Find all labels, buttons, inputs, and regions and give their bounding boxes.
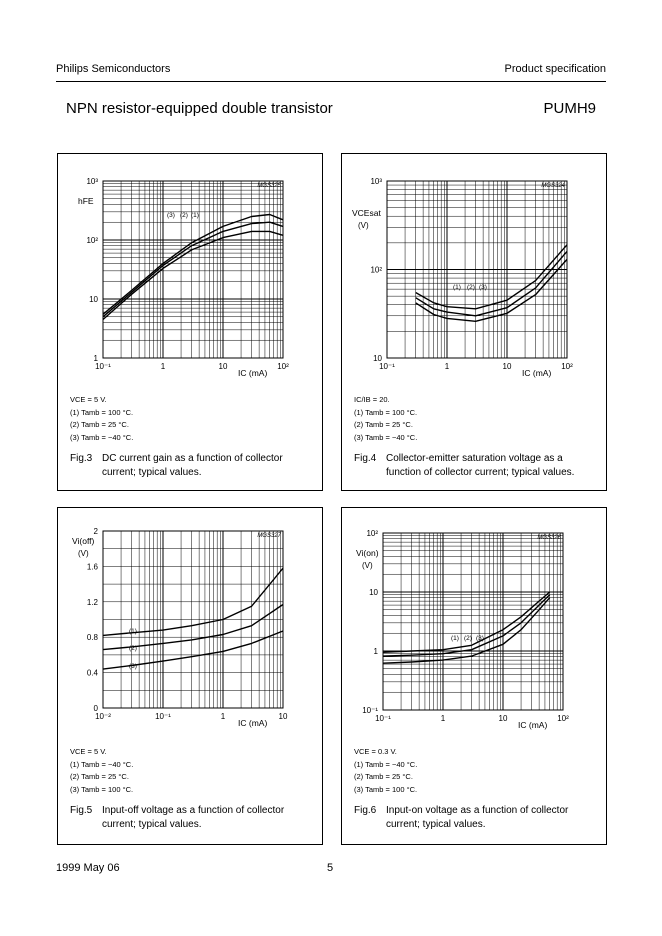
figure-caption-text: Collector-emitter saturation voltage as a function of collector current; typical values.: [386, 453, 575, 478]
figure-5-conditions: [70, 746, 133, 796]
figure-number: Fig.6: [354, 805, 377, 816]
x-tick-label: 10: [218, 362, 228, 371]
curve-label: (3): [479, 284, 487, 291]
condition-line: VCE = 5 V.: [70, 395, 107, 404]
figure-code: MGS324: [541, 183, 565, 189]
plot-frame: [103, 181, 283, 358]
plot-frame: [383, 533, 563, 710]
curve-label: (1): [451, 635, 459, 642]
figure-code: MGS327: [257, 533, 281, 539]
figure-caption-text: Input-off voltage as a function of collector current; typical values.: [102, 805, 285, 830]
grid: [387, 181, 567, 358]
figure-code: MGS326: [537, 535, 561, 541]
x-tick-label: 10²: [557, 714, 569, 723]
y-tick-label: 10: [369, 588, 378, 597]
figure-number: Fig.5: [70, 805, 93, 816]
figure-caption-text: Input-on voltage as a function of collector current; typical values.: [386, 805, 569, 830]
series-line: [416, 251, 567, 315]
condition-line: (2) Tamb = 25 °C.: [70, 420, 129, 429]
figure-4-conditions: [354, 394, 417, 444]
x-tick-label: 10²: [561, 362, 573, 371]
y-tick-label: 10⁻¹: [362, 706, 378, 715]
y-axis-label: hFE: [78, 196, 94, 206]
y-tick-label: 2: [93, 527, 98, 536]
x-tick-label: 1: [440, 714, 446, 723]
y-axis-label: VCEsat: [352, 208, 381, 218]
y-tick-label: 1: [93, 354, 98, 363]
document-type: Product specification: [504, 63, 606, 75]
curve-label: (1): [191, 212, 199, 219]
figure-4-panel: [341, 153, 607, 491]
x-tick-label: 10⁻¹: [155, 712, 171, 721]
x-axis-label: IC (mA): [518, 720, 548, 730]
y-axis-label: Vi(off): [72, 536, 95, 546]
figure-4-caption: [354, 452, 604, 480]
curve-label: (3): [167, 212, 175, 219]
figure-3-conditions: [70, 394, 133, 444]
x-tick-label: 10: [278, 712, 288, 721]
series-line: [383, 598, 550, 664]
footer-date: 1999 May 06: [56, 862, 120, 874]
condition-line: (3) Tamb = 100 °C.: [354, 784, 418, 794]
condition-line: IC/IB = 20.: [354, 395, 390, 404]
x-tick-label: 10⁻¹: [379, 362, 395, 371]
condition-line: (1) Tamb = −40 °C.: [70, 759, 134, 769]
y-tick-label: 10²: [366, 529, 378, 538]
y-tick-label: 1: [373, 647, 378, 656]
y-tick-label: 10³: [86, 177, 98, 186]
curve-label: (1): [129, 628, 137, 635]
grid: [383, 533, 563, 710]
condition-line: (1) Tamb = 100 °C.: [354, 407, 418, 417]
y-tick-label: 0.8: [86, 633, 98, 643]
x-axis-label: IC (mA): [238, 718, 268, 728]
x-tick-label: 1: [220, 712, 226, 721]
y-axis-unit: (V): [78, 549, 89, 558]
figure-number: Fig.3: [70, 453, 93, 464]
x-tick-label: 10: [498, 714, 508, 723]
part-number: PUMH9: [543, 100, 596, 117]
header-rule: [56, 81, 606, 82]
figure-caption-text: DC current gain as a function of collector current; typical values.: [102, 453, 283, 478]
condition-line: (3) Tamb = −40 °C.: [70, 432, 134, 442]
curve-label: (2): [464, 635, 472, 642]
figure-6-caption: [354, 804, 604, 832]
condition-line: VCE = 0.3 V.: [354, 747, 397, 756]
condition-line: (2) Tamb = 25 °C.: [354, 420, 413, 429]
curve-label: (3): [129, 663, 137, 670]
series-line: [103, 222, 283, 317]
y-axis-unit: (V): [362, 561, 373, 570]
x-tick-label: 10: [502, 362, 512, 371]
company-name: Philips Semiconductors: [56, 63, 171, 75]
figure-3-panel: [57, 153, 323, 491]
curve-label: (2): [467, 284, 475, 291]
x-tick-label: 10²: [277, 362, 289, 371]
y-tick-label: 10²: [370, 265, 382, 275]
y-tick-label: 1.2: [86, 597, 98, 607]
y-tick-label: 1.6: [86, 562, 98, 572]
condition-line: (3) Tamb = −40 °C.: [354, 432, 418, 442]
y-tick-label: 10: [89, 295, 98, 304]
grid: [103, 181, 283, 358]
grid: [103, 531, 283, 708]
curve-label: (3): [476, 635, 484, 642]
figure-3-caption: [70, 452, 320, 480]
x-axis-label: IC (mA): [522, 368, 552, 378]
condition-line: (1) Tamb = 100 °C.: [70, 407, 134, 417]
y-axis-unit: (V): [358, 221, 369, 230]
y-tick-label: 10³: [370, 177, 382, 186]
x-tick-label: 10⁻¹: [95, 362, 111, 371]
figure-code: MGS325: [257, 183, 281, 189]
x-axis-label: IC (mA): [238, 368, 268, 378]
y-tick-label: 0.4: [86, 668, 98, 678]
y-tick-label: 10²: [86, 236, 98, 245]
x-tick-label: 1: [444, 362, 450, 371]
curve-label: (2): [129, 645, 137, 652]
condition-line: (3) Tamb = 100 °C.: [70, 784, 134, 794]
condition-line: (2) Tamb = 25 °C.: [70, 772, 129, 781]
curve-label: (2): [180, 212, 188, 219]
condition-line: (1) Tamb = −40 °C.: [354, 759, 418, 769]
y-tick-label: 0: [93, 704, 98, 713]
figure-5-caption: [70, 804, 320, 832]
figure-number: Fig.4: [354, 453, 377, 464]
page-number: 5: [327, 862, 334, 874]
curve-label: (1): [453, 284, 461, 291]
figure-5-panel: [57, 507, 323, 845]
figure-6-panel: [341, 507, 607, 845]
y-tick-label: 10: [373, 354, 382, 363]
figure-6-conditions: [354, 746, 417, 796]
condition-line: VCE = 5 V.: [70, 747, 107, 756]
x-tick-label: 10⁻²: [95, 712, 111, 721]
y-axis-label: Vi(on): [356, 548, 379, 558]
x-tick-label: 1: [160, 362, 166, 371]
x-tick-label: 10⁻¹: [375, 714, 391, 723]
page-title: NPN resistor-equipped double transistor: [66, 100, 333, 117]
condition-line: (2) Tamb = 25 °C.: [354, 772, 413, 781]
